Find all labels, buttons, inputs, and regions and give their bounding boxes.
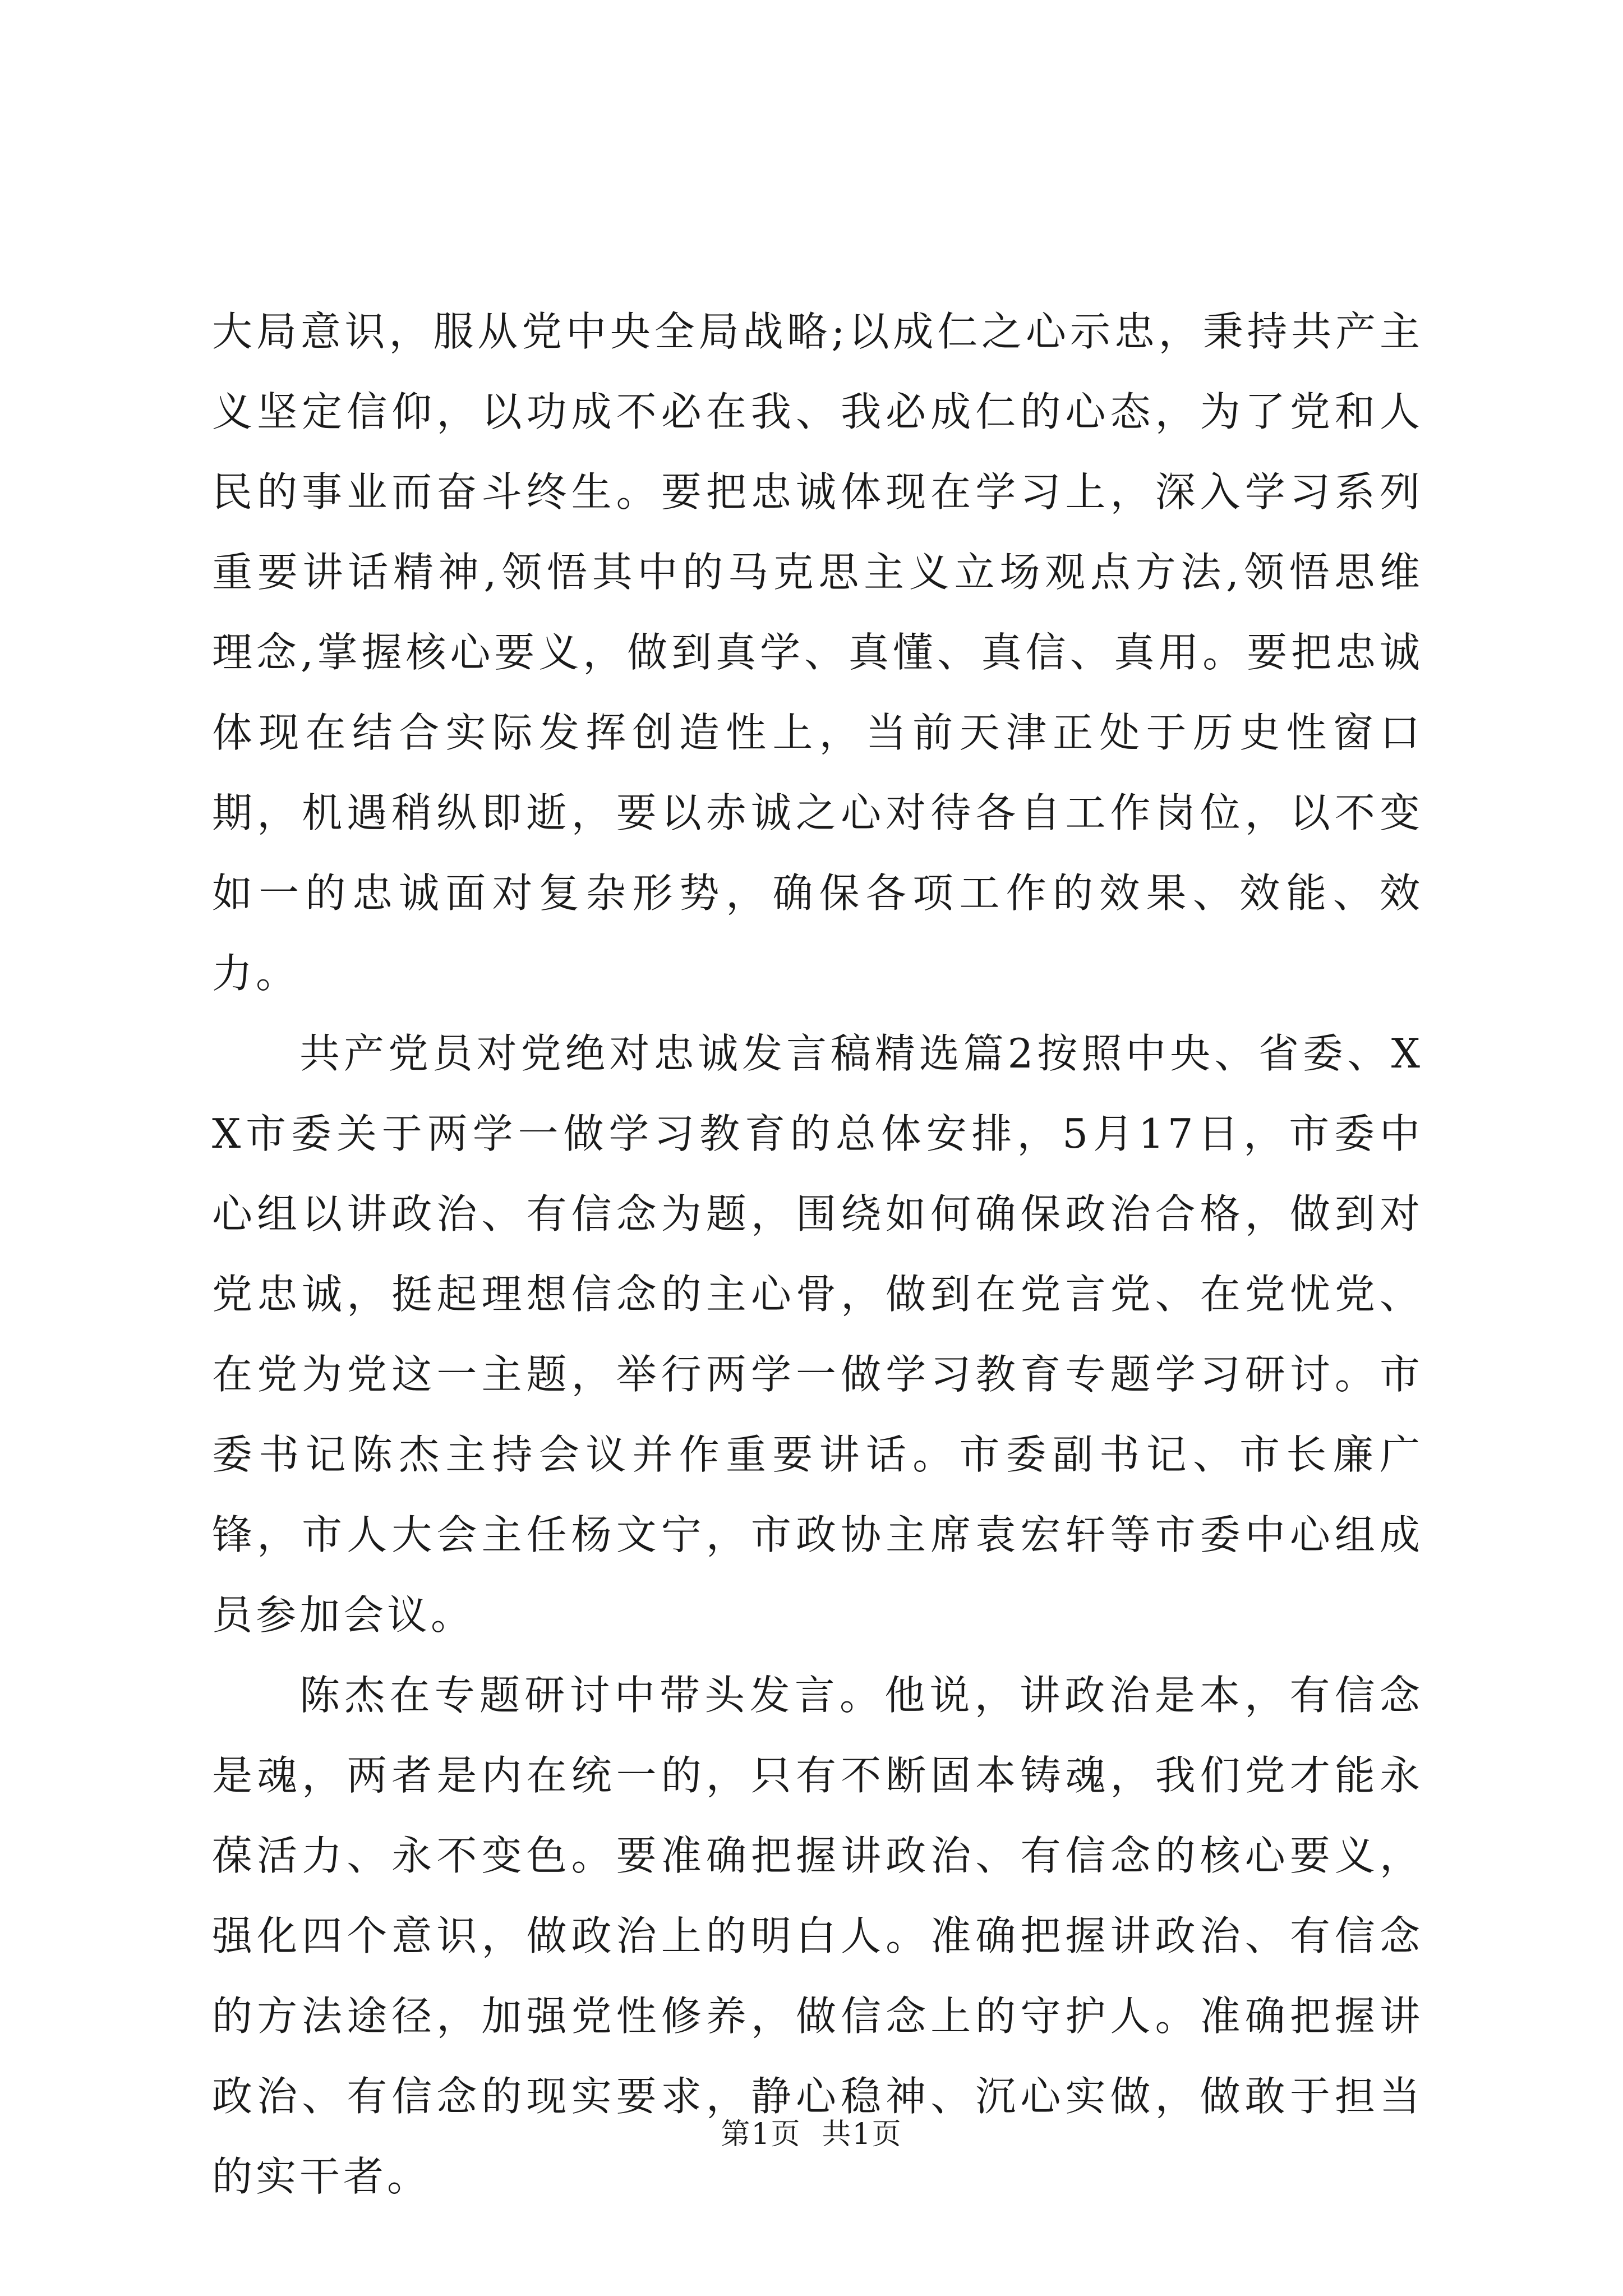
page-number-label: 第1页 共1页 bbox=[721, 2118, 902, 2151]
paragraph-2: 共产党员对党绝对忠诚发言稿精选篇2按照中央、省委、XX市委关于两学一做学习教育的总体安排，5月17日，市委中心组以讲政治、有信念为题，围绕如何确保政治合格，做到对党忠诚，挺起理想信念的主心骨，做到在党言党、在党忧党、在党为党这一主题，举行两学一做学习教育专题学习研讨。市委书记陈杰主持会议并作重要讲话。市委副书记、市长廉广锋，市人大会主任杨文宁，市政协主席袁宏轩等市委中心组成员参加会议。 bbox=[212, 1030, 1423, 1639]
document-body bbox=[212, 292, 1423, 2217]
paragraph-3: 陈杰在专题研讨中带头发言。他说，讲政治是本，有信念是魂，两者是内在统一的，只有不断固本铸魂，我们党才能永葆活力、永不变色。要准确把握讲政治、有信念的核心要义，强化四个意识，做政治上的明白人。准确把握讲政治、有信念的方法途径，加强党性修养，做信念上的守护人。准确把握讲政治、有信念的现实要求，静心稳神、沉心实做，做敢于担当的实干者。 bbox=[212, 1672, 1423, 2200]
paragraph-1: 大局意识，服从党中央全局战略;以成仁之心示忠，秉持共产主义坚定信仰，以功成不必在我、我必成仁的心态，为了党和人民的事业而奋斗终生。要把忠诚体现在学习上，深入学习系列重要讲话精神,领悟其中的马克思主义立场观点方法,领悟思维理念,掌握核心要义，做到真学、真懂、真信、真用。要把忠诚体现在结合实际发挥创造性上，当前天津正处于历史性窗口期，机遇稍纵即逝，要以赤诚之心对待各自工作岗位，以不变如一的忠诚面对复杂形势，确保各项工作的效果、效能、效力。 bbox=[212, 308, 1423, 997]
page-footer bbox=[0, 2115, 1623, 2154]
